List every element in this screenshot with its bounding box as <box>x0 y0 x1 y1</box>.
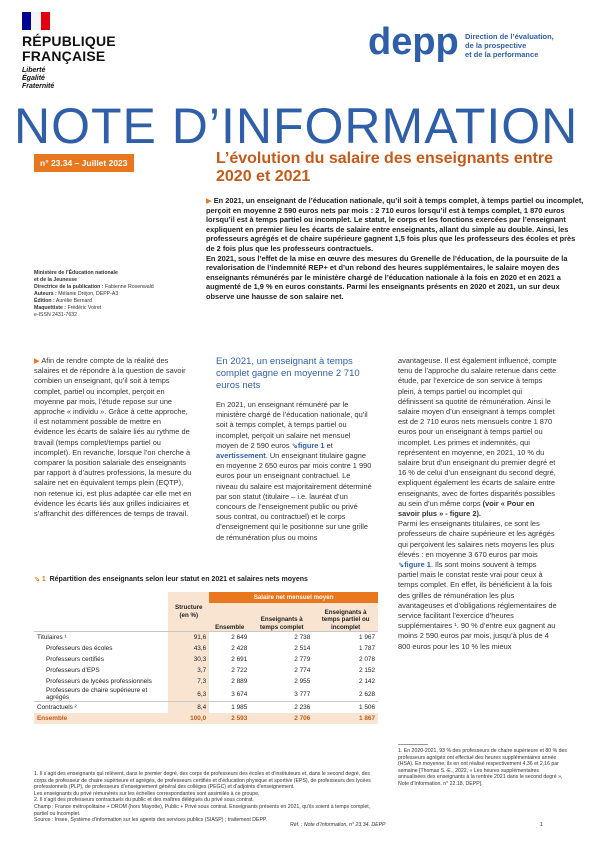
french-flag-icon <box>22 12 50 30</box>
republique-francaise-logo: RÉPUBLIQUE FRANÇAISE <box>22 33 116 64</box>
cell-complet: 2 514 <box>294 645 311 652</box>
row-label: Titulaires ¹ <box>34 632 168 644</box>
row-label: Professeurs des écoles <box>46 645 113 652</box>
depp-logo: depp <box>368 21 459 63</box>
column-header-structure: Structure (en %) <box>168 592 209 632</box>
cell-partiel: 1 506 <box>313 702 378 714</box>
table-row <box>34 632 378 644</box>
cell-structure: 91,6 <box>168 632 209 644</box>
figure-notes: 1. Il s’agit des enseignants qui relèvent, dans le premier degré, des corps de professeurs des écoles et d’instituteurs et, dans le second degré, des corps de professeur de chaire supérieure et agrégés, de professeurs certifiés et d’éducation physique et sportive (EPS), de professeurs des lycées professionnels (PLP), de professeurs d’enseignement général des collèges (PEGC) et d’adjoints d’enseignement. Les enseignants du privé rémunérés sur les échelles correspondantes sont assimilés à ce groupe. 2. Il s’agit des professeurs contractuels du public et des maîtres délégués du privé sous contrat. Champ : France métropolitaine + DROM (hors Mayotte), Public + Privé sous contrat. Enseignants présents en 2021, qu’ils soient à temps complet, partiel ou incomplet. Source : Insee, Système d’information sur les agents des services publics (SIASP) ; traitement DEPP. <box>34 771 371 824</box>
cell-partiel: 1 867 <box>313 713 378 724</box>
column-header-partiel: Enseignants à temps partiel ou incomplet <box>313 603 378 632</box>
cell-structure: 8,4 <box>168 702 209 714</box>
cell-complet: 2 738 <box>250 632 313 644</box>
row-label: Professeurs de chaire supérieure et agrégés <box>46 687 148 701</box>
cell-complet: 2 955 <box>294 678 311 685</box>
column-group-header: Salaire net mensuel moyen <box>209 592 378 603</box>
cell-ensemble: 1 985 <box>209 702 250 714</box>
cell-complet: 3 777 <box>294 690 311 698</box>
cell-structure: 3,7 <box>168 665 209 676</box>
row-label: Contractuels ² <box>34 702 168 714</box>
column-header-complet: Enseignants à temps complet <box>250 603 313 632</box>
row-label: Ensemble <box>34 713 168 724</box>
cell-partiel: 2 078 <box>359 656 375 663</box>
depp-subtitle: Direction de l’évaluation, de la prospective et de la performance <box>465 32 554 59</box>
table-total-row <box>34 713 378 724</box>
body-column-3: avantageuse. Il est également influencé, compte tenu de l’approche du salaire retenue dans cette étude, par l’exercice de son service à temps plein, à temps partiel ou incomplet qui définissent sa quotité de rémunération. Ainsi le salaire moyen d’un enseignant à temps complet est de 2 710 euros nets mensuels contre 1 870 euros pour un enseignant à temps partiel ou incomplet. Les primes et indemnités, qui représentent en moyenne, en 2021, 10 % du salaire brut d’un enseignant du premier degré et 16 % de celui d’un enseignant du second degré, expliquent également les écarts de salaire entre enseignants, avec de fortes disparités possibles au sein d’un même corps (voir « Pour en savoir plus » - figure 2). Parmi les enseignants titulaires, ce sont les professeurs de chaire supérieure et les agrégés qui perçoivent les salaires nets moyens les plus élevés : en moyenne 3 670 euros par mois ⇘figure 1. Ils sont moins souvent à temps partiel mais le constat reste vrai pour ceux à temps complet. En effet, ils bénéficient à la fois des grilles de rémunération les plus avantageuses et d’obligations réglementaires de service facilitant l’exercice d’heures supplémentaires ¹. 90 % d’entre eux gagnent au moins 2 590 euros par mois, jusqu’à plus de 4 800 euros pour les 10 % les mieux <box>398 356 557 651</box>
intro-summary: ▶ En 2021, un enseignant de l’éducation nationale, qu’il soit à temps complet, à temps partiel ou incomplet, perçoit en moyenne 2 590 euros nets par mois : 2 710 euros lorsqu’il est à temps complet, 1 870 euros lorsqu’il est à temps partiel ou incomplet. Le statut, le corps et les fonctions exercées par l’enseignant expliquent en premier lieu les écarts de salaire entre enseignants, allant du simple au double. Ainsi, les professeurs agrégés et de chaire supérieure gagnent 1,5 fois plus que les professeurs des écoles et près de 2 fois plus que les professeurs contractuels. En 2021, sous l’effet de la mise en œuvre des mesures du Grenelle de l’éducation, de la poursuite de la revalorisation de l’indemnité REP+ et d’un rebond des heures supplémentaires, le salaire moyen des enseignants rémunérés par le ministère chargé de l’éducation nationale à la fois en 2020 et en 2021 a augmenté de 1,9 % en euros constants. Parmi les enseignants présents en 2020 et 2021, un sur deux observe une hausse de son salaire net. <box>206 196 584 301</box>
issue-number-badge: n° 23.34 – Juillet 2023 <box>34 154 134 172</box>
figure-arrow-icon: ⇘ <box>34 576 42 583</box>
table-row <box>34 654 378 665</box>
cell-complet: 2 706 <box>250 713 313 724</box>
table-row <box>34 665 378 676</box>
footnote-divider <box>398 744 428 745</box>
cell-complet: 2 236 <box>250 702 313 714</box>
body-column-2: En 2021, un enseignant à temps complet gagne en moyenne 2 710 euros nets En 2021, un enseignant rémunéré par le ministère chargé de l’éducation nationale, qu’il soit à temps complet, à temps partiel ou incomplet, perçoit un salaire net mensuel moyen de 2 590 euros ⇘figure 1 et avertissement. Un enseignant titulaire gagne en moyenne 2 650 euros par mois contre 1 990 euros pour un enseignant contractuel. Le niveau du salaire est majoritairement déterminé par son statut (titulaire – i.e. lauréat d’un concours de l’enseignement public ou privé sous contrat, ou contractuel) et le corps d’enseignement qui le positionne sur une grille de rémunération plus ou moins <box>216 356 374 543</box>
figure-title: ⇘ 1 Répartition des enseignants selon leur statut en 2021 et salaires nets moyens <box>34 576 308 583</box>
footnote: 1. En 2020-2021, 93 % des professeurs de chaire supérieure et 80 % des professeurs agrégés ont effectué des heures supplémentaires année (HSA). En moyenne, ils en ont réalisé respectivement 4,36 et 2,16 par semaine [Thomas S.-E., 2022, « Les heures supplémentaires annualisées des enseignants à la rentrée 2021 dans le second degré », Note d’Information, n° 22.18, DEPP]. <box>398 748 567 787</box>
body-column-1: ▶ Afin de rendre compte de la réalité des salaires et de répondre à la question de savoir combien un enseignant, qu’il soit à temps complet, partiel ou incomplet, perçoit en moyenne par mois, l’étude repose sur une approche « individu ». Grâce à cette approche, il est notamment possible de mettre en évidence les écarts de salaire liés au rythme de travail (temps complet/temps partiel ou incomplet). En revanche, lorsque l’on cherche à comparer la position salariale des enseignants par rapport à d’autres professions, la mesure du salaire net en équivalent temps plein (EQTP), non retenue ici, est plus adaptée car elle met en évidence les écarts liés aux grilles indiciaires et s’affranchit des différences de temps de travail. <box>34 356 192 519</box>
cell-partiel: 2 628 <box>359 690 375 698</box>
salary-table <box>34 592 378 724</box>
cell-ensemble: 2 593 <box>209 713 250 724</box>
cell-ensemble: 2 722 <box>231 667 248 674</box>
table-row <box>34 702 378 714</box>
row-label: Professeurs de lycées professionnels <box>46 678 152 685</box>
colophon: Ministère de l’Éducation nationale et de la Jeunesse Directrice de la publication : Fabienne Rosenwald Auteurs : Mélanie Dréjon, DEPP-A3 Édition : Aurélie Bernard Maquettiste : Frédéric Voiret e-ISSN 2431-7632 <box>34 270 154 318</box>
row-label: Professeurs certifiés <box>46 656 104 663</box>
cell-ensemble: 2 889 <box>231 678 248 685</box>
cell-partiel: 1 787 <box>359 645 375 652</box>
row-label: Professeurs d’EPS <box>46 667 100 674</box>
figure-link[interactable]: ⇘figure 1 <box>398 560 431 570</box>
republic-motto: Liberté Égalité Fraternité <box>22 67 55 90</box>
table-row <box>34 676 378 687</box>
cell-ensemble: 2 428 <box>231 645 248 652</box>
table-row <box>34 687 378 702</box>
triangle-bullet-icon: ▶ <box>206 196 214 205</box>
cell-structure: 43,6 <box>168 643 209 654</box>
cell-structure: 7,3 <box>168 676 209 687</box>
cell-partiel: 1 967 <box>313 632 378 644</box>
column-header-ensemble: Ensemble <box>209 603 250 632</box>
avertissement-link[interactable]: avertissement <box>216 451 266 461</box>
figure-link[interactable]: ⇘figure 1 <box>291 440 325 450</box>
figure-reference: Réf. : Note d’Information, n° 23.34. DEPP <box>290 822 386 828</box>
cell-structure: 30,3 <box>168 654 209 665</box>
publication-title: NOTE D’INFORMATION <box>14 98 579 154</box>
article-title: L’évolution du salaire des enseignants entre 2020 et 2021 <box>216 150 553 185</box>
cell-partiel: 2 152 <box>359 667 375 674</box>
cell-ensemble: 2 649 <box>209 632 250 644</box>
cell-structure: 100,0 <box>168 713 209 724</box>
table-row <box>34 643 378 654</box>
section-heading: En 2021, un enseignant à temps complet gagne en moyenne 2 710 euros nets <box>216 356 360 391</box>
cell-complet: 2 774 <box>294 667 311 674</box>
cell-ensemble: 2 691 <box>231 656 248 663</box>
page-number: 1 <box>540 822 543 828</box>
cell-complet: 2 779 <box>294 656 311 663</box>
cell-structure: 6,3 <box>168 687 209 702</box>
triangle-bullet-icon: ▶ <box>34 356 42 365</box>
cell-partiel: 2 142 <box>359 678 375 685</box>
cell-ensemble: 3 674 <box>231 690 248 698</box>
